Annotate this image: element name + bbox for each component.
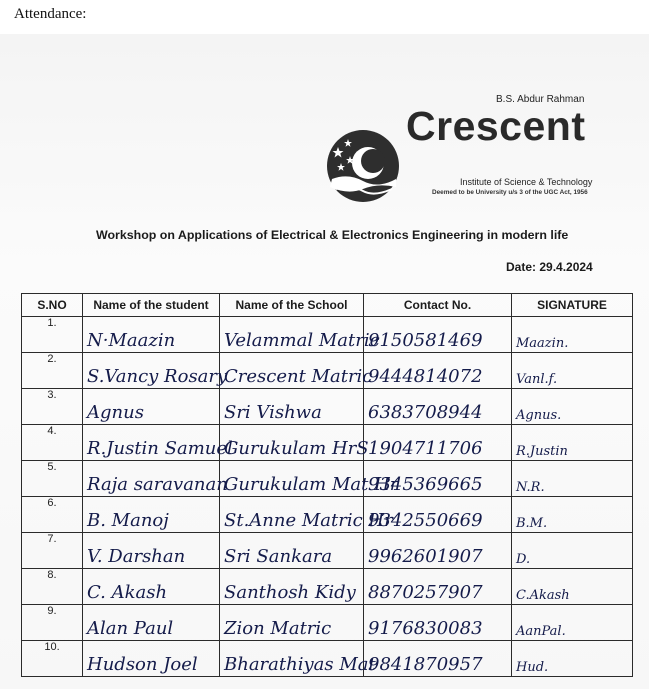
table-row [22, 425, 633, 461]
school-name: Gurukulam Mat Hr [224, 474, 399, 495]
table-row [22, 533, 633, 569]
row-sno: 10. [22, 641, 83, 677]
table-row [22, 569, 633, 605]
signature: Hud. [516, 660, 549, 675]
school-name-cell [220, 425, 369, 461]
school-name: Santhosh Kidy [224, 582, 356, 603]
student-name: B. Manoj [87, 510, 169, 531]
school-name-cell [220, 317, 380, 353]
school-name-cell [220, 533, 364, 569]
deemed-university-note: Deemed to be University u/s 3 of the UGC Act, 1956 [432, 189, 588, 196]
table-row [22, 605, 633, 641]
header-contact: Contact No. [364, 294, 512, 317]
workshop-title: Workshop on Applications of Electrical & Electronics Engineering in modern life [96, 228, 569, 242]
contact-number: 9444814072 [368, 366, 483, 387]
workshop-date: Date: 29.4.2024 [506, 260, 593, 274]
contact-number: 6383708944 [368, 402, 483, 423]
contact-number: 9342550669 [368, 510, 483, 531]
student-name-cell [83, 641, 220, 677]
school-name-cell [220, 461, 399, 497]
signature: R.Justin [516, 444, 568, 459]
student-name-cell [83, 497, 220, 533]
attendance-table [21, 293, 633, 677]
header-student-name: Name of the student [83, 294, 220, 317]
contact-cell [364, 353, 512, 389]
school-name: Bharathiyas Mat [224, 654, 376, 675]
student-name: Alan Paul [87, 618, 174, 639]
signature: Maazin. [516, 336, 569, 351]
signature-cell [512, 569, 633, 605]
header-sno: S.NO [22, 294, 83, 317]
school-name: Crescent Matric [224, 366, 373, 387]
school-name: St.Anne Matric Hr [224, 510, 393, 531]
contact-cell [364, 317, 512, 353]
student-name-cell [83, 569, 220, 605]
contact-cell [364, 605, 512, 641]
row-sno: 6. [22, 497, 83, 533]
table-row [22, 641, 633, 677]
student-name-cell [83, 533, 220, 569]
signature-cell [512, 353, 633, 389]
school-name-cell [220, 389, 364, 425]
school-name-cell [220, 605, 364, 641]
signature-cell [512, 425, 633, 461]
contact-cell [364, 641, 512, 677]
row-sno: 5. [22, 461, 83, 497]
attendance-caption: Attendance: [14, 6, 87, 22]
contact-number: 9841870957 [368, 654, 483, 675]
row-sno: 2. [22, 353, 83, 389]
student-name: Raja saravanan [87, 474, 228, 495]
row-sno: 8. [22, 569, 83, 605]
signature-cell [512, 317, 633, 353]
signature-cell [512, 641, 633, 677]
table-row [22, 461, 633, 497]
signature: C.Akash [516, 588, 570, 603]
student-name-cell [83, 461, 228, 497]
header-school-name: Name of the School [220, 294, 364, 317]
school-name-cell [220, 497, 393, 533]
student-name: N·Maazin [87, 330, 176, 351]
row-sno: 9. [22, 605, 83, 641]
institution-subtitle: Institute of Science & Technology [460, 177, 593, 187]
institution-name: B.S. Abdur Rahman [496, 94, 585, 105]
student-name: R.Justin Samuel [87, 438, 233, 459]
table-row [22, 353, 633, 389]
school-name-cell [220, 641, 376, 677]
crescent-emblem-icon [326, 129, 400, 203]
header-signature: SIGNATURE [512, 294, 633, 317]
student-name-cell [83, 605, 220, 641]
school-name: Gurukulam HrS [224, 438, 369, 459]
school-name: Velammal Matric [224, 330, 380, 351]
student-name-cell [83, 353, 228, 389]
contact-number: 9150581469 [368, 330, 483, 351]
signature: D. [516, 552, 531, 567]
contact-number: 9345369665 [368, 474, 483, 495]
contact-number: 9176830083 [368, 618, 483, 639]
school-name-cell [220, 569, 364, 605]
table-row [22, 317, 633, 353]
contact-cell [364, 461, 512, 497]
contact-number: 1904711706 [368, 438, 483, 459]
signature-cell [512, 461, 633, 497]
signature-cell [512, 497, 633, 533]
signature-cell [512, 389, 633, 425]
school-name: Sri Sankara [224, 546, 333, 567]
table-row [22, 497, 633, 533]
contact-cell [364, 533, 512, 569]
signature: N.R. [516, 480, 545, 495]
student-name-cell [83, 389, 220, 425]
signature: AanPal. [516, 624, 566, 639]
row-sno: 7. [22, 533, 83, 569]
signature: Vanl.f. [516, 372, 558, 387]
table-row [22, 389, 633, 425]
row-sno: 1. [22, 317, 83, 353]
signature: Agnus. [516, 408, 562, 423]
school-name: Zion Matric [224, 618, 332, 639]
contact-number: 9962601907 [368, 546, 483, 567]
contact-cell [364, 389, 512, 425]
contact-cell [364, 425, 512, 461]
contact-cell [364, 569, 512, 605]
student-name: Agnus [87, 402, 144, 423]
school-name-cell [220, 353, 373, 389]
table-header-row [22, 294, 633, 317]
signature-cell [512, 533, 633, 569]
signature: B.M. [516, 516, 548, 531]
row-sno: 4. [22, 425, 83, 461]
student-name: V. Darshan [87, 546, 186, 567]
school-name: Sri Vishwa [224, 402, 322, 423]
signature-cell [512, 605, 633, 641]
contact-cell [364, 497, 512, 533]
contact-number: 8870257907 [368, 582, 483, 603]
brand-wordmark: Crescent [406, 103, 586, 149]
student-name: Hudson Joel [87, 654, 198, 675]
student-name-cell [83, 317, 220, 353]
student-name: C. Akash [87, 582, 168, 603]
student-name-cell [83, 425, 233, 461]
student-name: S.Vancy Rosary [87, 366, 228, 387]
crescent-logo [326, 93, 616, 203]
row-sno: 3. [22, 389, 83, 425]
